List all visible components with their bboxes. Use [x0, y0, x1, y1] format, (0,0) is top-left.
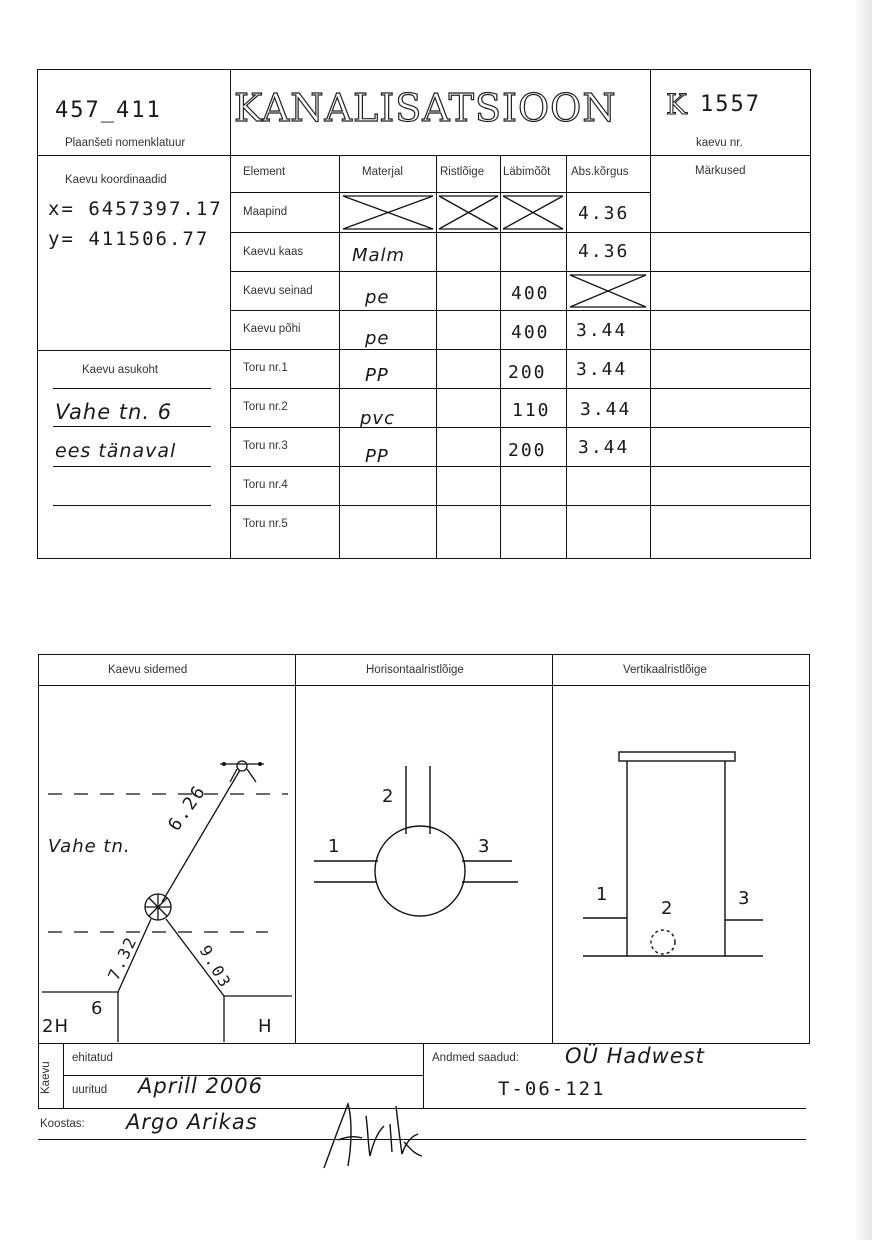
coordinate-x: x= 6457397.17: [48, 198, 223, 220]
coordinate-y: y= 411506.77: [48, 228, 210, 250]
data-source-reference: T-06-121: [498, 1078, 606, 1100]
location-label: Kaevu asukoht: [82, 364, 159, 376]
h-pipe-2-label: 2: [382, 786, 395, 807]
well-code-number: 1557: [700, 92, 761, 117]
distance-right: 9.03: [195, 942, 236, 992]
cell-diameter: 200: [508, 362, 547, 383]
horizontal-section-label: Horisontaalristlõige: [366, 664, 464, 676]
col-header-material: Materjal: [362, 166, 403, 178]
street-label: Vahe tn.: [48, 836, 131, 857]
not-applicable-marks: [0, 0, 872, 600]
divider: [38, 1044, 39, 1108]
cell-height: 3.44: [580, 399, 632, 420]
built-label: ehitatud: [72, 1052, 113, 1064]
cell-material: PP: [365, 446, 389, 467]
v-pipe-3-label: 3: [738, 888, 751, 909]
row-label: Toru nr.1: [243, 362, 288, 374]
v-pipe-1-label: 1: [596, 884, 609, 905]
location-line1: Vahe tn. 6: [55, 400, 173, 424]
v-pipe-2-label: 2: [661, 898, 674, 919]
row-label: Toru nr.3: [243, 440, 288, 452]
h-pipe-1-label: 1: [328, 836, 341, 857]
cell-height: 3.44: [578, 437, 630, 458]
cell-height: 3.44: [576, 320, 628, 341]
col-header-cross: Ristlõige: [440, 166, 485, 178]
left-house-number: 6: [91, 998, 104, 1019]
col-header-diameter: Läbimõõt: [503, 166, 551, 178]
left-house-label: 2H: [42, 1016, 69, 1037]
well-side-label: Kaevu: [40, 1061, 52, 1094]
cell-diameter: 110: [512, 400, 551, 421]
divider: [63, 1044, 64, 1108]
cell-material: pvc: [360, 408, 395, 429]
plan-number: 457_411: [55, 98, 162, 123]
cell-material: pe: [365, 328, 390, 349]
distance-left: 7.32: [104, 932, 141, 984]
data-source-value: OÜ Hadwest: [565, 1044, 705, 1068]
data-source-label: Andmed saadud:: [432, 1052, 519, 1064]
row-label: Kaevu kaas: [243, 246, 304, 258]
row-label: Kaevu seinad: [243, 285, 313, 297]
well-code-prefix: K: [666, 88, 687, 121]
connections-label: Kaevu sidemed: [108, 664, 188, 676]
well-connections-sketch: [38, 686, 295, 1044]
cell-material: PP: [365, 365, 389, 386]
row-label: Toru nr.4: [243, 479, 288, 491]
row-label: Maapind: [243, 206, 288, 218]
row-label: Toru nr.2: [243, 401, 288, 413]
cell-diameter: 200: [508, 440, 547, 461]
cell-material: Malm: [352, 245, 406, 266]
cell-diameter: 400: [511, 322, 550, 343]
location-line2: ees tänaval: [55, 440, 177, 462]
row-label: Toru nr.5: [243, 518, 288, 530]
surveyed-value: Aprill 2006: [138, 1074, 263, 1098]
signature-image: [318, 1096, 428, 1176]
cell-height: 4.36: [578, 241, 630, 262]
cell-diameter: 400: [511, 283, 550, 304]
coordinates-label: Kaevu koordinaadid: [65, 174, 167, 186]
form-title: KANALISATSIOON: [234, 86, 617, 130]
surveyed-label: uuritud: [72, 1084, 108, 1096]
horizontal-cross-section-sketch: [296, 686, 552, 1044]
well-code-label: kaevu nr.: [696, 137, 743, 149]
cell-material: pe: [365, 287, 390, 308]
h-pipe-3-label: 3: [478, 836, 491, 857]
compiled-value: Argo Arikas: [126, 1110, 258, 1134]
col-header-height: Abs.kõrgus: [571, 166, 629, 178]
row-label: Kaevu põhi: [243, 323, 301, 335]
distance-top: 6.26: [164, 780, 211, 836]
compiled-label: Koostas:: [40, 1118, 85, 1130]
col-header-notes: Märkused: [695, 165, 746, 177]
vertical-section-label: Vertikaalristlõige: [623, 664, 707, 676]
right-house-label: H: [258, 1016, 273, 1037]
plan-number-label: Plaanšeti nomenklatuur: [65, 137, 186, 149]
cell-height: 3.44: [576, 359, 628, 380]
col-header-element: Element: [243, 166, 286, 178]
vertical-cross-section-sketch: [553, 686, 810, 1044]
cell-height: 4.36: [578, 203, 630, 224]
